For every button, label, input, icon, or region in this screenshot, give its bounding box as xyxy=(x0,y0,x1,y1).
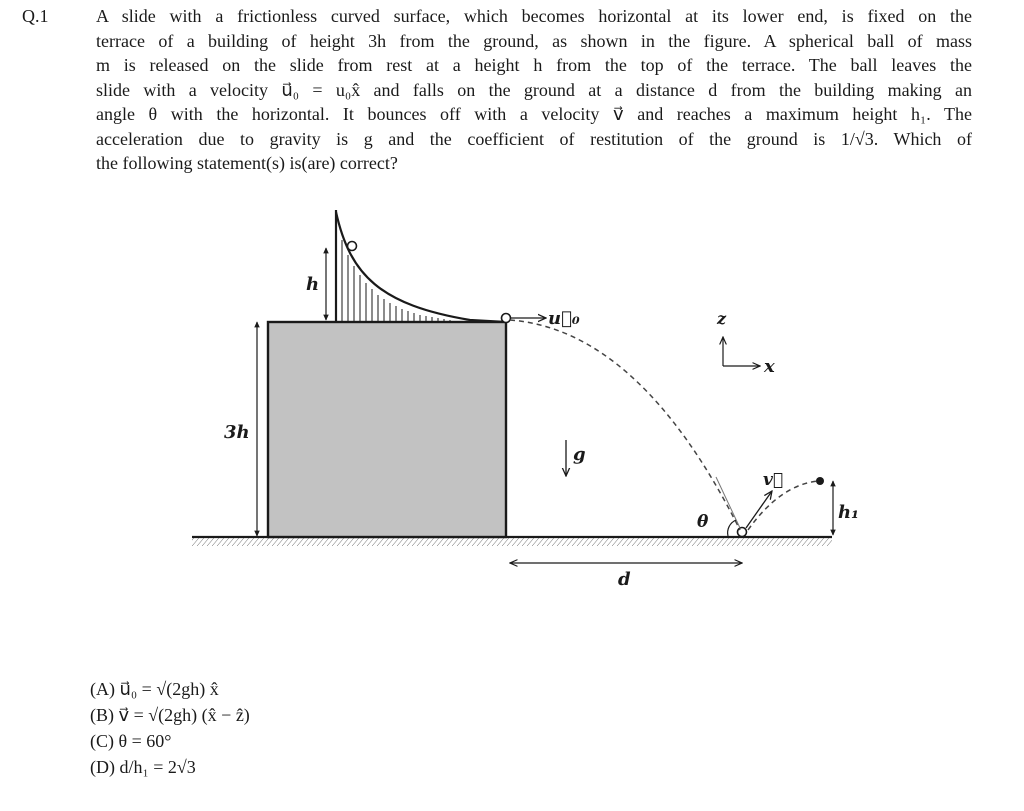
ball-on-slide xyxy=(348,242,357,251)
question-line-5: angle θ with the horizontal. It bounces off with a velocity v⃗ and reaches a maximum height h₁. The xyxy=(96,104,972,124)
impact-angle-label: θ xyxy=(697,512,709,532)
answer-options xyxy=(90,676,250,780)
question-line-7: the following statement(s) is(are) correct? xyxy=(96,153,398,173)
option-a[interactable] xyxy=(90,676,250,702)
ball-at-max-height xyxy=(816,477,824,485)
slide-height-label: h xyxy=(306,274,320,295)
option-d[interactable] xyxy=(90,754,250,780)
question-text xyxy=(96,4,972,176)
question-number: Q.1 xyxy=(22,6,49,26)
gravity-label: g xyxy=(573,444,586,465)
option-c-text: θ = 60° xyxy=(118,731,172,751)
ball-at-edge xyxy=(502,314,511,323)
distance-label: d xyxy=(618,569,631,590)
question-line-4: slide with a velocity u⃗₀ = u₀x̂ and falls on the ground at a distance d from the building making an xyxy=(96,79,972,100)
option-b-text: v⃗ = √(2gh) (x̂ − ẑ) xyxy=(118,705,250,725)
option-a-label: (A) xyxy=(90,679,115,699)
launch-velocity-label: u⃗₀ xyxy=(548,308,580,329)
theta-arc xyxy=(728,520,736,536)
building xyxy=(268,322,506,537)
option-c-label: (C) xyxy=(90,731,114,751)
max-height-label: h₁ xyxy=(838,502,859,523)
bounce-velocity-label: v⃗ xyxy=(763,470,784,490)
trajectory-bounce xyxy=(748,481,818,530)
building-height-label: 3h xyxy=(224,422,250,443)
option-c[interactable] xyxy=(90,728,250,754)
question-line-6: acceleration due to gravity is g and the coefficient of restitution of the ground is 1/√3. Which of xyxy=(96,128,972,149)
axes-icon xyxy=(723,337,760,366)
option-b-label: (B) xyxy=(90,705,114,725)
axis-z-label: z xyxy=(717,309,727,328)
bounce-velocity-arrow xyxy=(746,491,772,528)
option-d-label: (D) xyxy=(90,757,115,777)
option-b[interactable] xyxy=(90,702,250,728)
question-line-2: terrace of a building of height 3h from the ground, as shown in the figure. A spherical ball of mass xyxy=(96,30,972,51)
impact-tangent-line xyxy=(716,477,740,528)
ground xyxy=(192,537,832,546)
question-line-1: A slide with a frictionless curved surface, which becomes horizontal at its lower end, is fixed on the xyxy=(96,6,972,26)
trajectory-fall xyxy=(510,320,740,530)
ball-at-ground xyxy=(738,528,747,537)
option-d-text: d/h₁ = 2√3 xyxy=(119,757,196,777)
axis-x-label: x xyxy=(764,356,775,377)
question-line-3: m is released on the slide from rest at a height h from the top of the terrace. The ball leaves the xyxy=(96,55,972,75)
option-a-text: u⃗₀ = √(2gh) x̂ xyxy=(119,679,219,699)
curved-slide xyxy=(336,210,506,322)
